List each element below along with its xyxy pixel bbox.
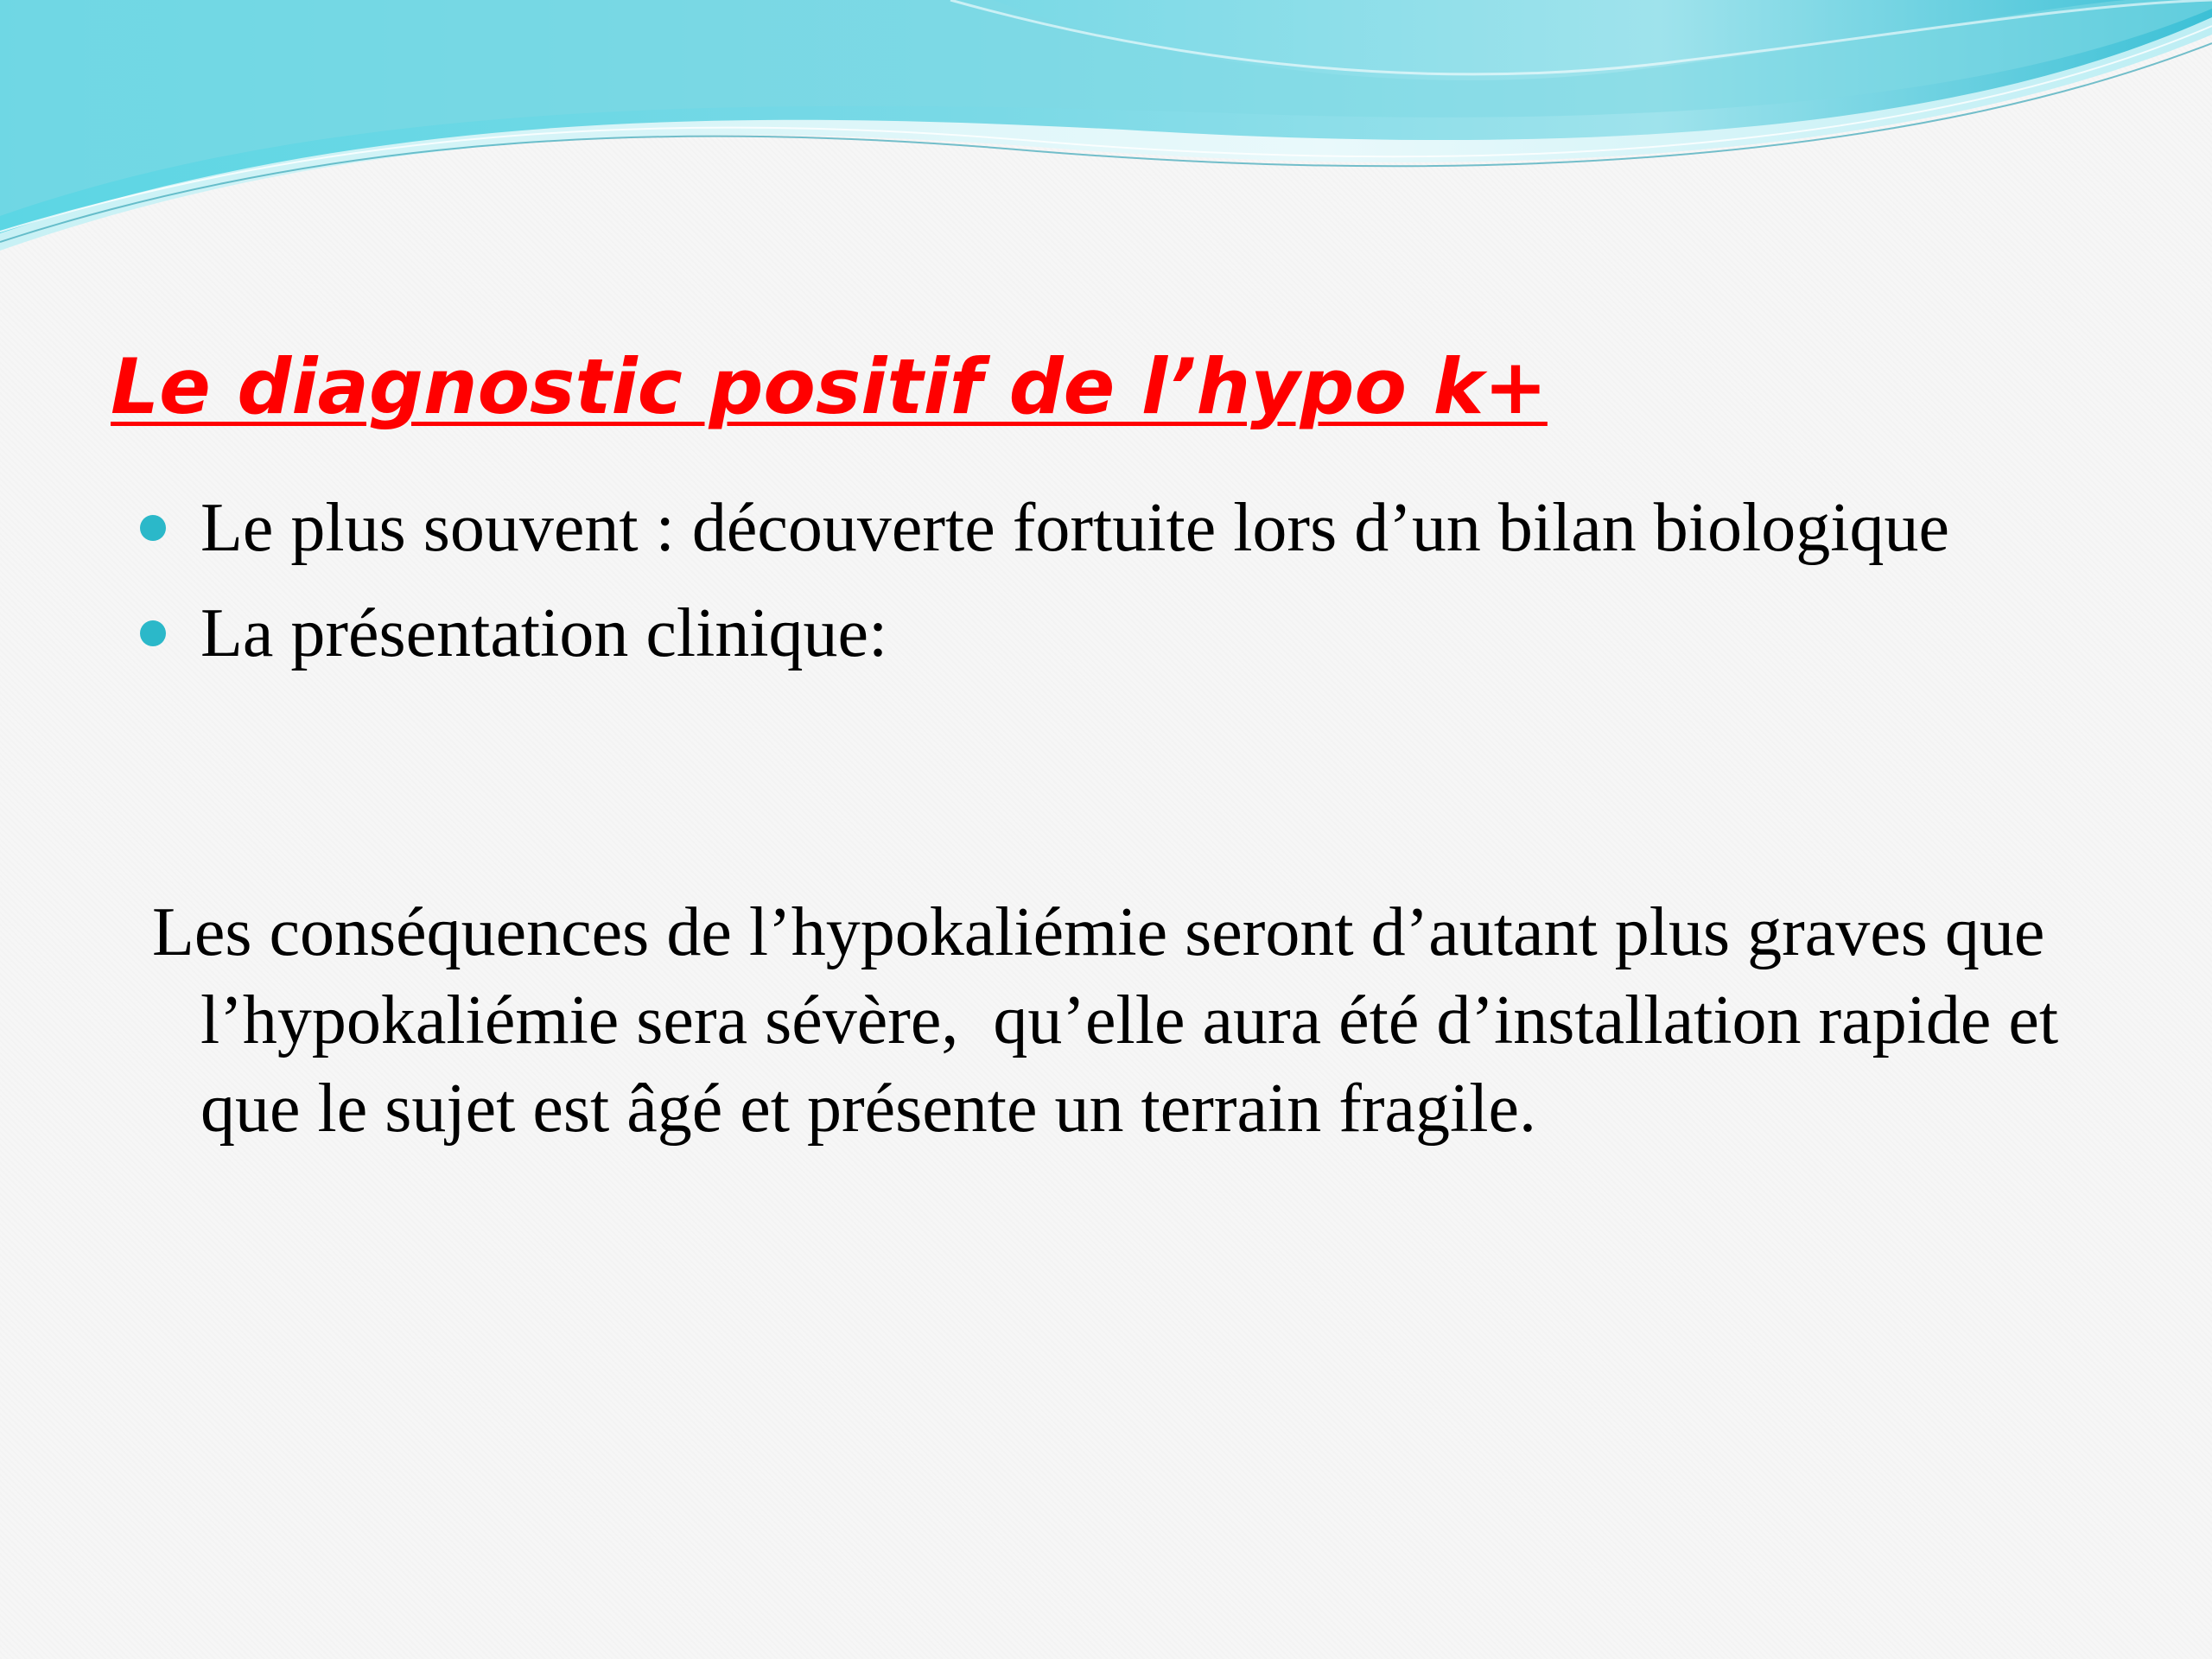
bullet-dot-icon [140, 515, 166, 541]
bullet-dot-icon [140, 620, 166, 646]
list-item [138, 589, 2039, 677]
slide-title: Le diagnostic positif de l’hypo k+ [111, 342, 1548, 431]
bullet-text: Le plus souvent : découverte fortuite lors d’un bilan biologique [200, 490, 1949, 566]
bullet-list [138, 484, 2039, 695]
list-item [138, 484, 2039, 572]
bullet-text: La présentation clinique: [200, 595, 888, 671]
decorative-wave-header [0, 0, 2212, 259]
consequences-paragraph: Les conséquences de l’hypokaliémie seront d’autant plus graves que l’hypokaliémie sera sévère, qu’elle aura été d’installation rapide et que le sujet est âgé et présente un terrain fragile. [152, 894, 2076, 1147]
